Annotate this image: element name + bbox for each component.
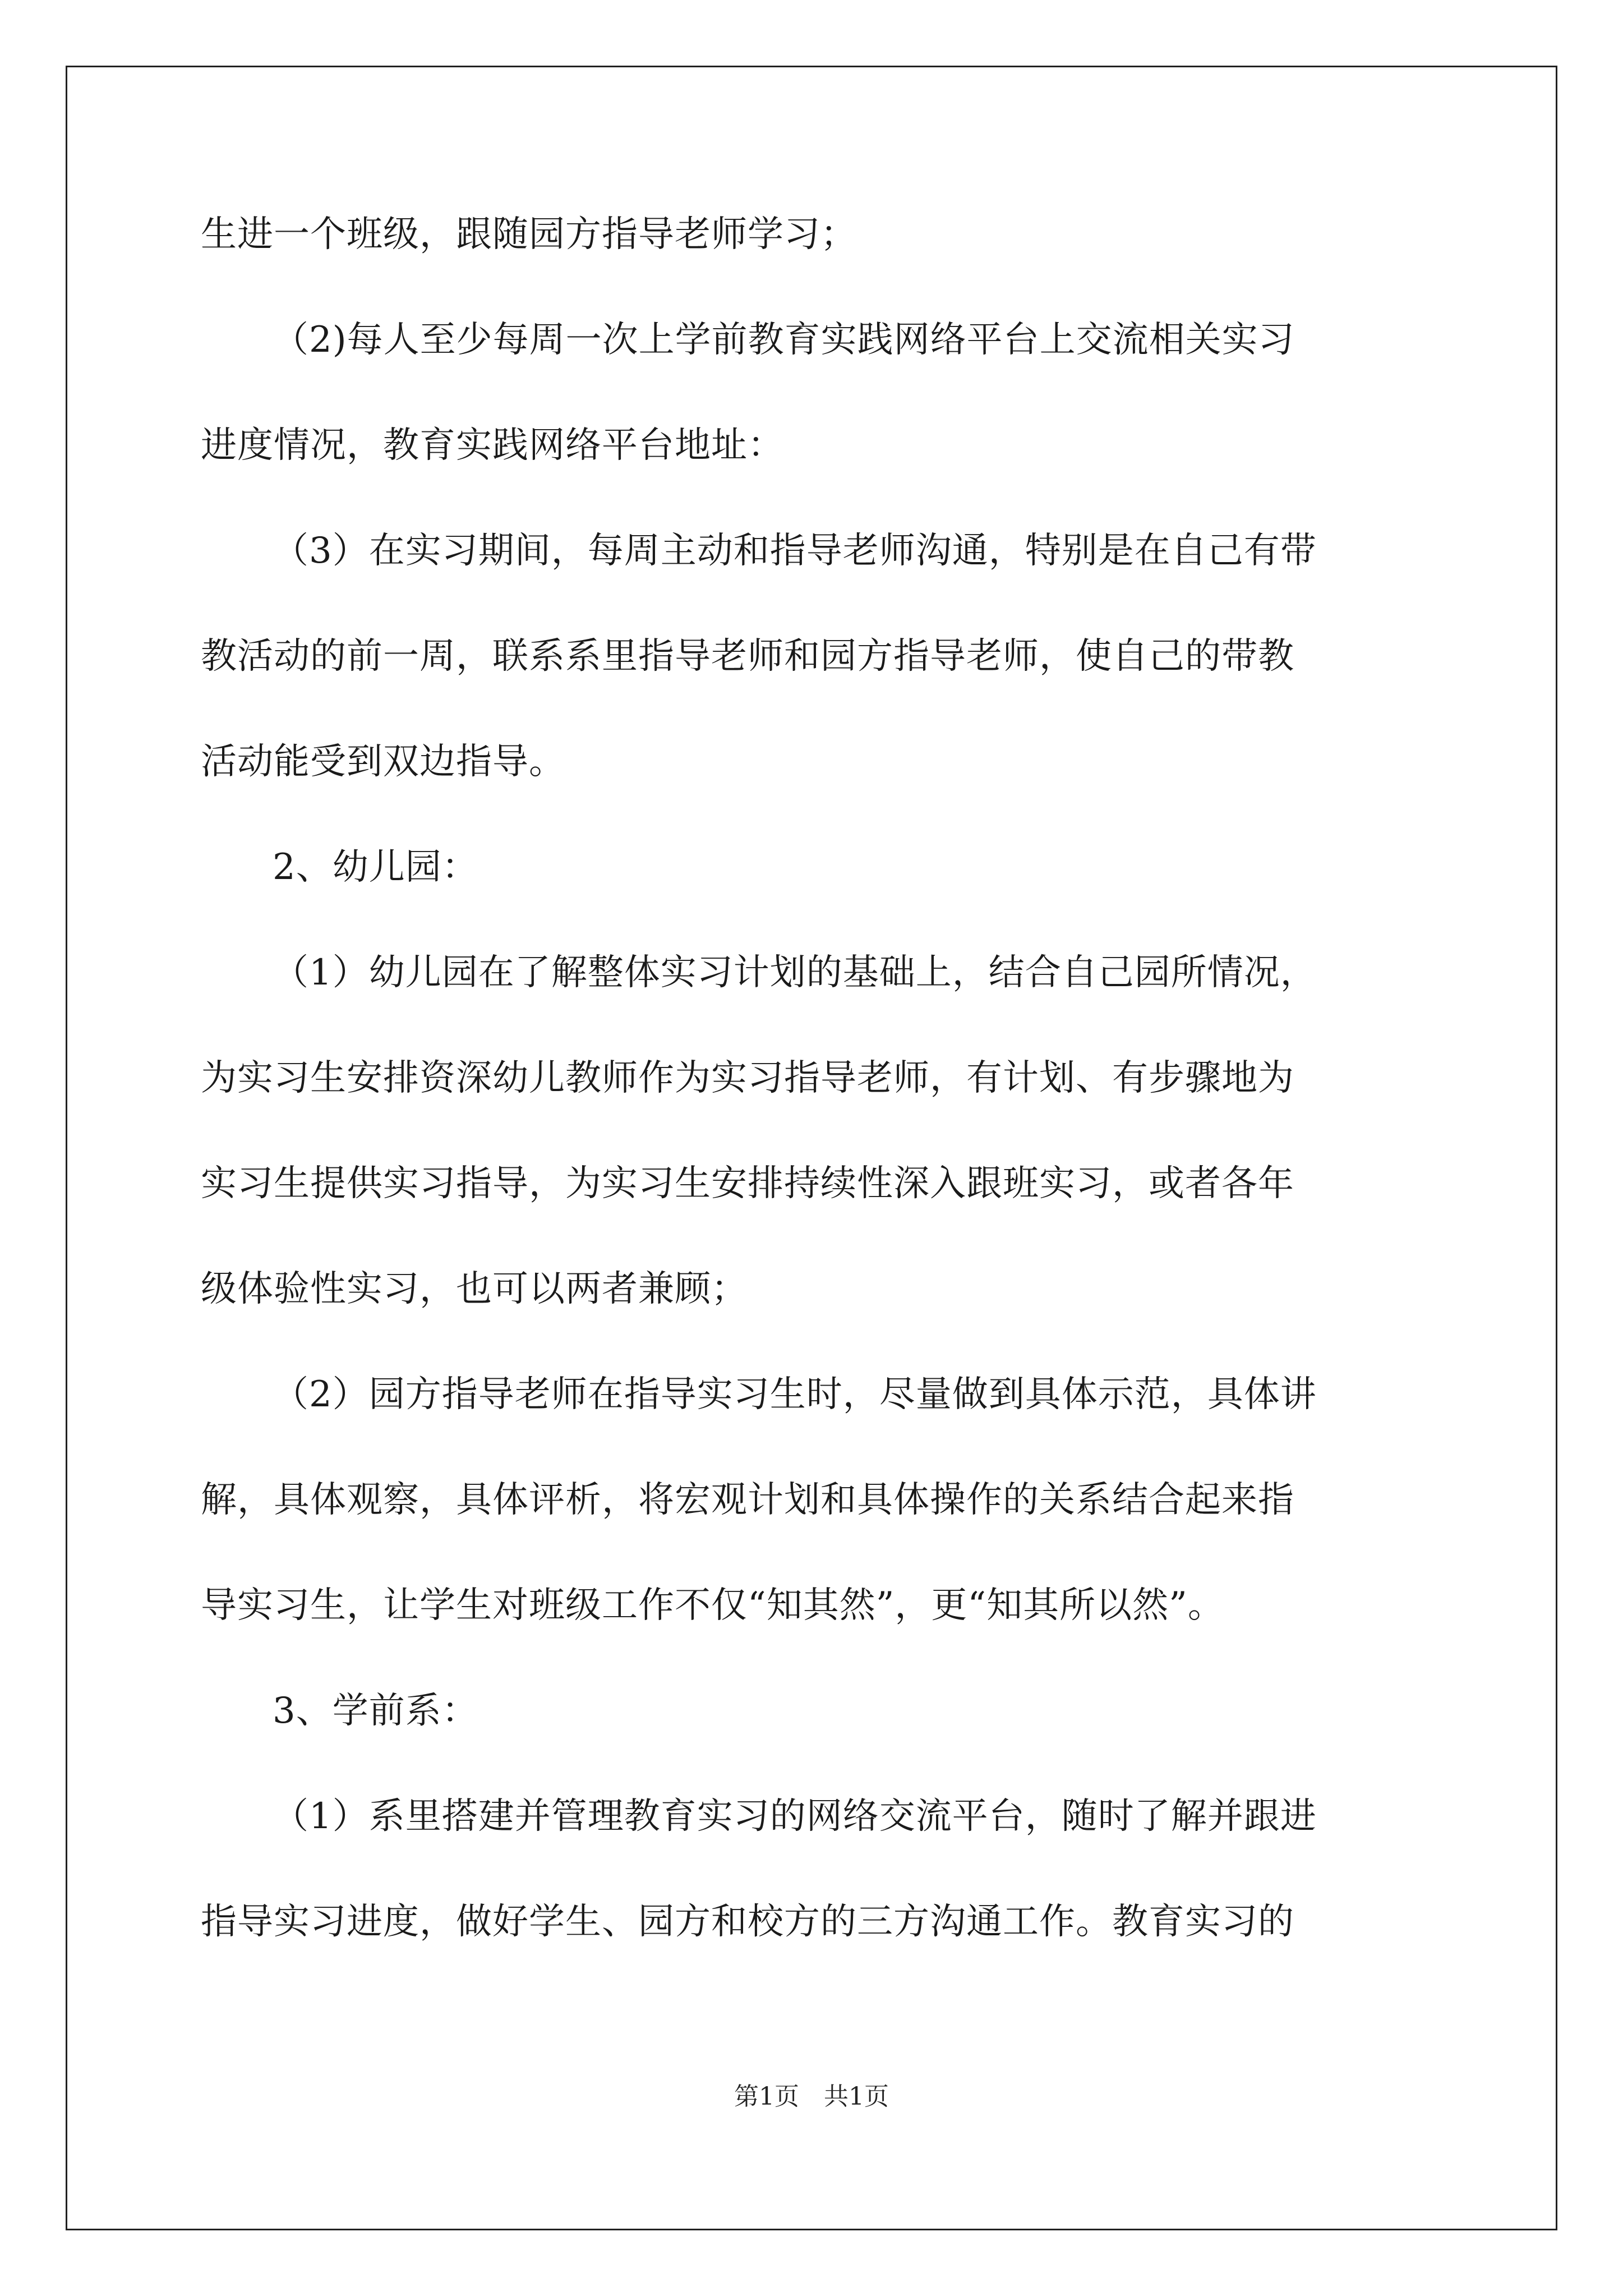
text-line: （2)每人至少每周一次上学前教育实践网络平台上交流相关实习 <box>273 319 1295 361</box>
text-line: 指导实习进度，做好学生、园方和校方的三方沟通工作。教育实习的 <box>201 1901 1294 1943</box>
section-heading: 3、学前系： <box>273 1690 478 1732</box>
text-line: （2）园方指导老师在指导实习生时，尽量做到具体示范，具体讲 <box>273 1374 1317 1415</box>
text-line: 为实习生安排资深幼儿教师作为实习指导老师，有计划、有步骤地为 <box>201 1057 1294 1099</box>
text-line: 导实习生，让学生对班级工作不仅“知其然”，更“知其所以然”。 <box>201 1585 1224 1626</box>
text-line: 解，具体观察，具体评析，将宏观计划和具体操作的关系结合起来指 <box>201 1479 1294 1521</box>
text-line: （1）系里搭建并管理教育实习的网络交流平台，随时了解并跟进 <box>273 1796 1317 1837</box>
text-line: 级体验性实习，也可以两者兼顾； <box>201 1268 748 1310</box>
text-line: 进度情况，教育实践网络平台地址： <box>201 425 784 466</box>
text-line: 生进一个班级，跟随园方指导老师学习； <box>201 214 857 255</box>
text-line: 实习生提供实习指导，为实习生安排持续性深入跟班实习，或者各年 <box>201 1163 1294 1204</box>
page-number-footer: 第1页 共1页 <box>734 2082 889 2111</box>
text-line: 教活动的前一周，联系系里指导老师和园方指导老师，使自己的带教 <box>201 636 1294 677</box>
text-line: 活动能受到双边指导。 <box>201 741 565 783</box>
section-heading: 2、幼儿园： <box>273 846 478 888</box>
text-line: （1）幼儿园在了解整体实习计划的基础上，结合自己园所情况， <box>273 952 1317 993</box>
text-line: （3）在实习期间，每周主动和指导老师沟通，特别是在自己有带 <box>273 530 1317 572</box>
